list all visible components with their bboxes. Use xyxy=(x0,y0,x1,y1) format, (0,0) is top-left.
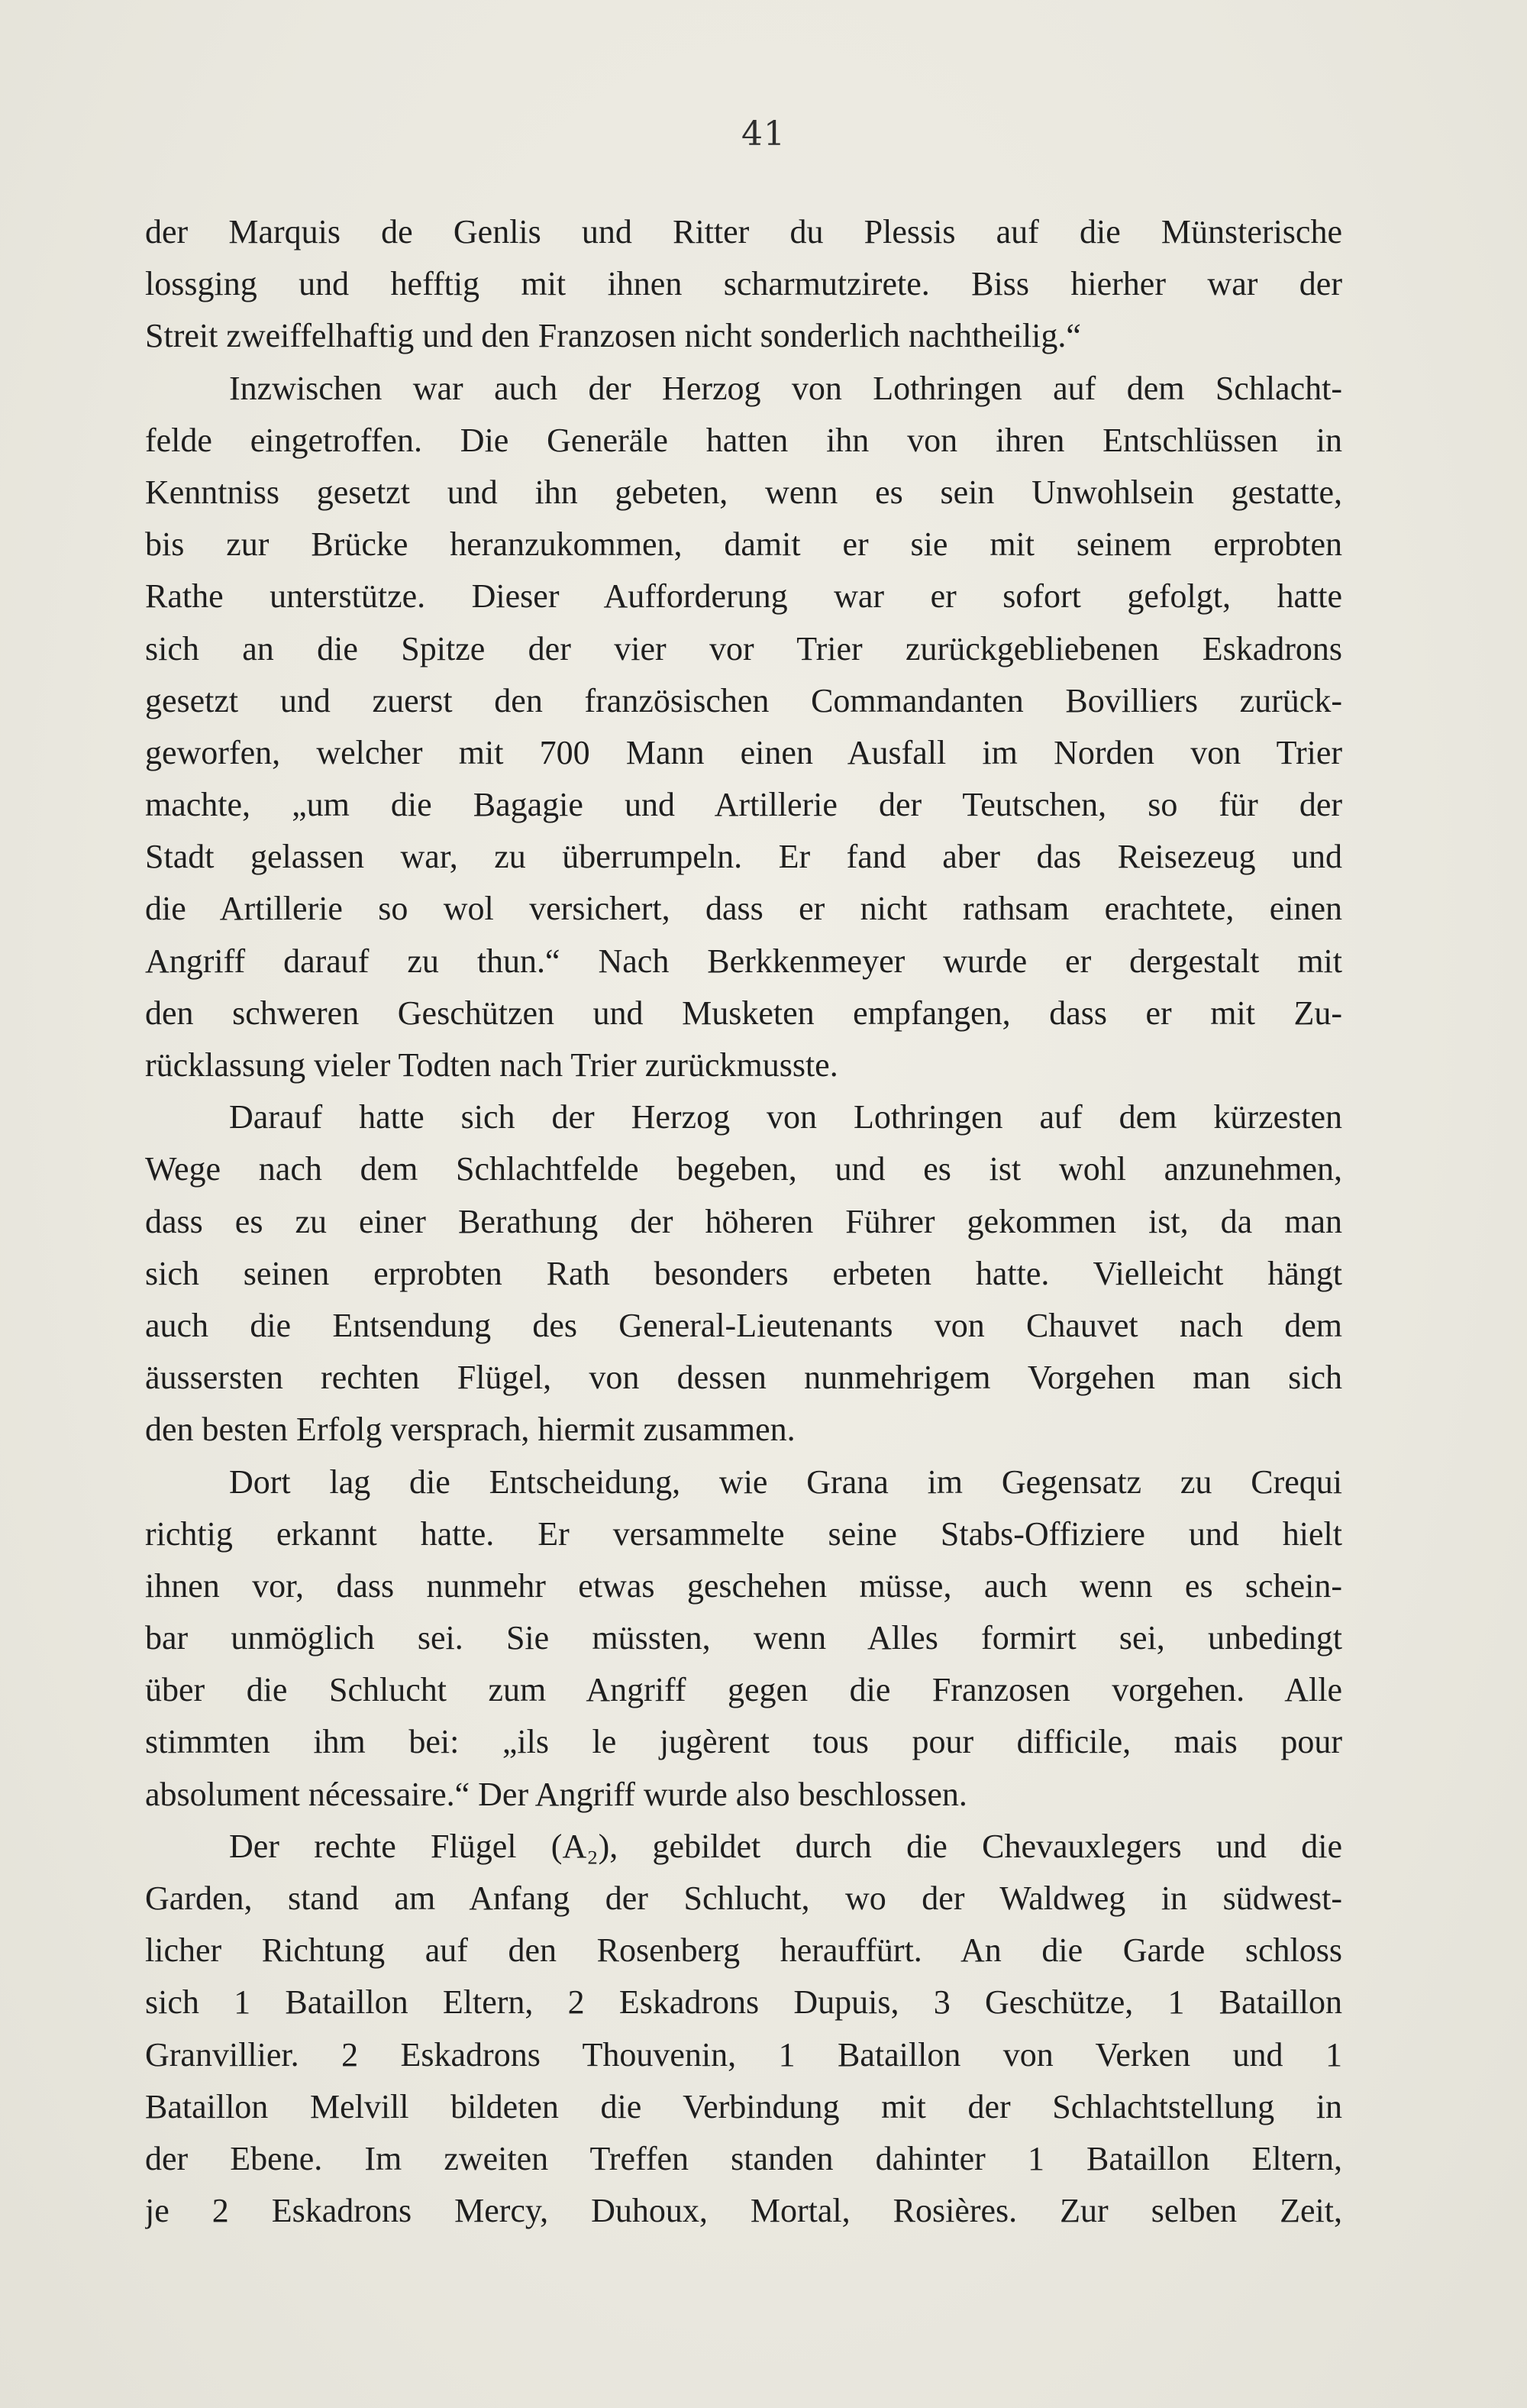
text-line: Kenntniss gesetzt und ihn gebeten, wenn es sein Unwohlsein gestatte, xyxy=(145,473,1342,511)
text-line: Bataillon Melvill bildeten die Verbindung mit der Schlachtstellung in xyxy=(145,2087,1342,2125)
text-line: sich an die Spitze der vier vor Trier zurückgebliebenen Eskadrons xyxy=(145,629,1342,667)
text-line: absolument nécessaire.“ Der Angriff wurde also beschlossen. xyxy=(145,1775,967,1813)
text-line: machte, „um die Bagagie und Artillerie der Teutschen, so für der xyxy=(145,786,1342,824)
text-line: rücklassung vieler Todten nach Trier zurückmusste. xyxy=(145,1046,838,1084)
text-line: Der rechte Flügel (A₂), gebildet durch die Chevauxlegers und die xyxy=(229,1827,1342,1865)
text-line: Stadt gelassen war, zu überrumpeln. Er fand aber das Reisezeug und xyxy=(145,838,1342,876)
page-number: 41 xyxy=(741,115,786,154)
text-line: bar unmöglich sei. Sie müssten, wenn Alles formirt sei, unbedingt xyxy=(145,1619,1342,1657)
text-line: sich 1 Bataillon Eltern, 2 Eskadrons Dupuis, 3 Geschütze, 1 Bataillon xyxy=(145,1983,1342,2022)
text-line: gesetzt und zuerst den französischen Commandanten Bovilliers zurück- xyxy=(145,681,1342,719)
text-line: Angriff darauf zu thun.“ Nach Berkkenmeyer wurde er dergestalt mit xyxy=(145,942,1342,980)
text-line: Inzwischen war auch der Herzog von Lothringen auf dem Schlacht- xyxy=(229,369,1342,407)
text-line: äussersten rechten Flügel, von dessen nunmehrigem Vorgehen man sich xyxy=(145,1359,1342,1397)
text-line: Dort lag die Entscheidung, wie Grana im Gegensatz zu Crequi xyxy=(229,1463,1342,1501)
text-line: Rathe unterstütze. Dieser Aufforderung war er sofort gefolgt, hatte xyxy=(145,577,1342,616)
text-line: auch die Entsendung des General-Lieutenants von Chauvet nach dem xyxy=(145,1306,1342,1344)
body-text xyxy=(145,206,1342,2237)
text-line: stimmten ihm bei: „ils le jugèrent tous pour difficile, mais pour xyxy=(145,1723,1342,1761)
text-line: Darauf hatte sich der Herzog von Lothringen auf dem kürzesten xyxy=(229,1098,1342,1136)
text-line: über die Schlucht zum Angriff gegen die Franzosen vorgehen. Alle xyxy=(145,1671,1342,1709)
text-line: Wege nach dem Schlachtfelde begeben, und es ist wohl anzunehmen, xyxy=(145,1150,1342,1188)
text-line: die Artillerie so wol versichert, dass er nicht rathsam erachtete, einen xyxy=(145,890,1342,928)
text-line: lossging und hefftig mit ihnen scharmutzirete. Biss hierher war der xyxy=(145,265,1342,303)
text-line: der Marquis de Genlis und Ritter du Plessis auf die Münsterische xyxy=(145,213,1342,250)
text-line: den besten Erfolg versprach, hiermit zusammen. xyxy=(145,1411,796,1449)
text-line: licher Richtung auf den Rosenberg herauffürt. An die Garde schloss xyxy=(145,1931,1342,1970)
text-line: sich seinen erprobten Rath besonders erbeten hatte. Vielleicht hängt xyxy=(145,1254,1342,1292)
text-line: den schweren Geschützen und Musketen empfangen, dass er mit Zu- xyxy=(145,994,1342,1032)
text-line: Streit zweiffelhaftig und den Franzosen nicht sonderlich nachtheilig.“ xyxy=(145,317,1081,355)
text-line: geworfen, welcher mit 700 Mann einen Ausfall im Norden von Trier xyxy=(145,733,1342,771)
text-line: ihnen vor, dass nunmehr etwas geschehen müsse, auch wenn es schein- xyxy=(145,1566,1342,1605)
text-line: Granvillier. 2 Eskadrons Thouvenin, 1 Bataillon von Verken und 1 xyxy=(145,2035,1342,2073)
text-line: Garden, stand am Anfang der Schlucht, wo der Waldweg in südwest- xyxy=(145,1880,1342,1917)
text-line: bis zur Brücke heranzukommen, damit er sie mit seinem erprobten xyxy=(145,525,1342,564)
text-line: der Ebene. Im zweiten Treffen standen dahinter 1 Bataillon Eltern, xyxy=(145,2139,1342,2177)
text-line: dass es zu einer Berathung der höheren Führer gekommen ist, da man xyxy=(145,1202,1342,1240)
text-line: felde eingetroffen. Die Generäle hatten ihn von ihren Entschlüssen in xyxy=(145,421,1342,459)
text-line: richtig erkannt hatte. Er versammelte seine Stabs-Offiziere und hielt xyxy=(145,1514,1342,1553)
text-line: je 2 Eskadrons Mercy, Duhoux, Mortal, Rosières. Zur selben Zeit, xyxy=(145,2192,1342,2230)
